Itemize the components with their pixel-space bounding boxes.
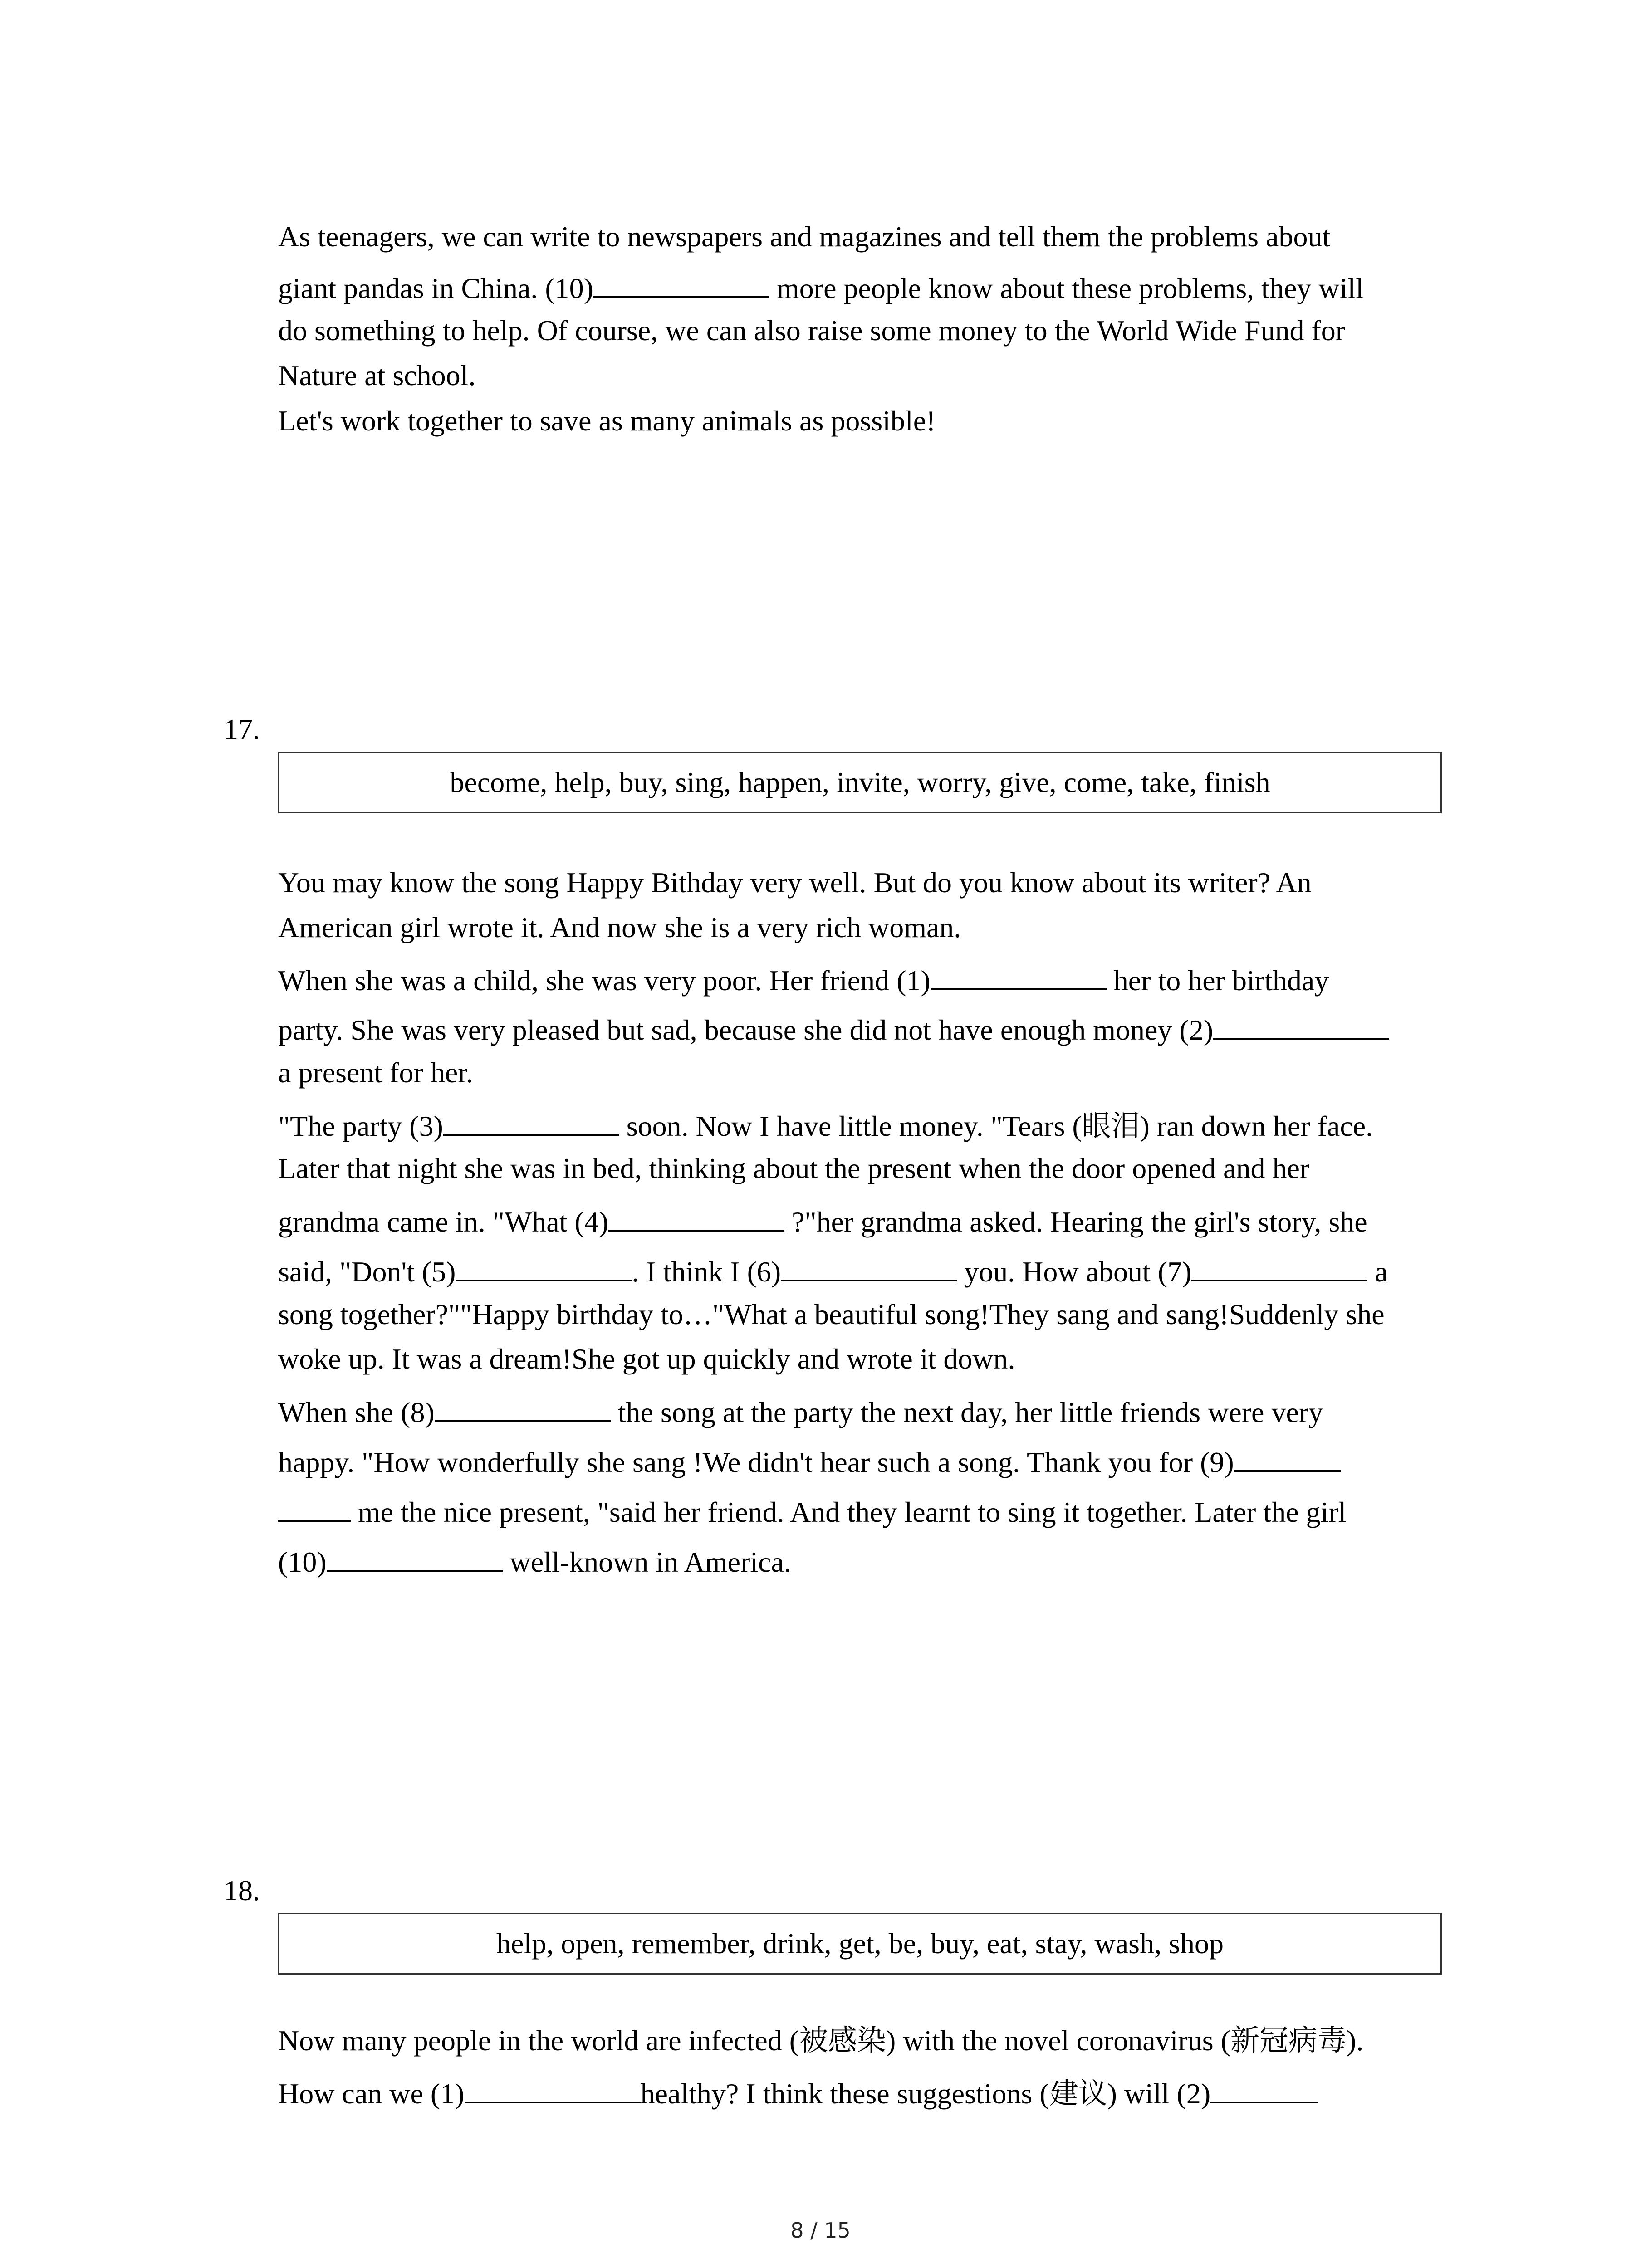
word-bank: help, open, remember, drink, get, be, buy, eat, stay, wash, shop <box>496 1927 1224 1960</box>
answer-blank[interactable] <box>781 1252 957 1281</box>
paragraph-line: As teenagers, we can write to newspapers and magazines and tell them the problems about <box>278 220 1331 253</box>
paragraph-line: woke up. It was a dream!She got up quickly and wrote it down. <box>278 1343 1015 1375</box>
answer-blank[interactable] <box>456 1252 632 1281</box>
paragraph-line: do something to help. Of course, we can also raise some money to the World Wide Fund for <box>278 314 1346 347</box>
paragraph-line: happy. "How wonderfully she sang !We didn't hear such a song. Thank you for (9) <box>278 1443 1341 1480</box>
paragraph-line: How can we (1) healthy? I think these suggestions (建议) will (2) <box>278 2074 1318 2111</box>
answer-blank[interactable] <box>1210 2074 1318 2103</box>
paragraph-line: grandma came in. "What (4) ?"her grandma asked. Hearing the girl's story, she <box>278 1202 1367 1239</box>
answer-blank[interactable] <box>593 269 769 298</box>
answer-blank[interactable] <box>931 961 1107 990</box>
paragraph-line: You may know the song Happy Bithday very well. But do you know about its writer? An <box>278 866 1312 899</box>
question-number: 18. <box>224 1874 260 1906</box>
paragraph-line: When she was a child, she was very poor. Her friend (1) her to her birthday <box>278 961 1329 998</box>
answer-blank[interactable] <box>1234 1443 1341 1472</box>
paragraph-line: a present for her. <box>278 1056 474 1089</box>
paragraph-line: said, "Don't (5) . I think I (6) you. How about (7) a <box>278 1252 1388 1289</box>
answer-blank[interactable] <box>435 1393 611 1422</box>
question-number: 17. <box>224 713 260 745</box>
paragraph-line: (10) well-known in America. <box>278 1543 791 1579</box>
word-bank-box <box>278 752 1442 813</box>
paragraph-line: Later that night she was in bed, thinking about the present when the door opened and her <box>278 1152 1310 1184</box>
paragraph-line: American girl wrote it. And now she is a very rich woman. <box>278 911 961 943</box>
paragraph-line: Now many people in the world are infected (被感染) with the novel coronavirus (新冠病毒). <box>278 2024 1364 2057</box>
paragraph-line: giant pandas in China. (10) more people know about these problems, they will <box>278 269 1364 306</box>
answer-blank[interactable] <box>1191 1252 1367 1281</box>
answer-blank[interactable] <box>1213 1011 1389 1040</box>
answer-blank[interactable] <box>465 2074 641 2103</box>
page-number: 8 / 15 <box>790 2218 851 2243</box>
word-bank-box <box>278 1913 1442 1975</box>
paragraph-line: Nature at school. <box>278 359 476 391</box>
paragraph-line: When she (8) the song at the party the next day, her little friends were very <box>278 1393 1323 1430</box>
paragraph-line: me the nice present, "said her friend. And they learnt to sing it together. Later the girl <box>278 1493 1346 1530</box>
paragraph-line: song together?""Happy birthday to…"What a beautiful song!They sang and sang!Suddenly she <box>278 1298 1385 1330</box>
answer-blank[interactable] <box>278 1493 351 1522</box>
paragraph-line: "The party (3) soon. Now I have little money. "Tears (眼泪) ran down her face. <box>278 1107 1373 1144</box>
answer-blank[interactable] <box>327 1543 503 1572</box>
word-bank: become, help, buy, sing, happen, invite, worry, give, come, take, finish <box>450 766 1270 798</box>
paragraph-line: party. She was very pleased but sad, because she did not have enough money (2) <box>278 1011 1389 1047</box>
answer-blank[interactable] <box>608 1202 784 1232</box>
paragraph-line: Let's work together to save as many animals as possible! <box>278 405 936 437</box>
answer-blank[interactable] <box>443 1107 619 1136</box>
